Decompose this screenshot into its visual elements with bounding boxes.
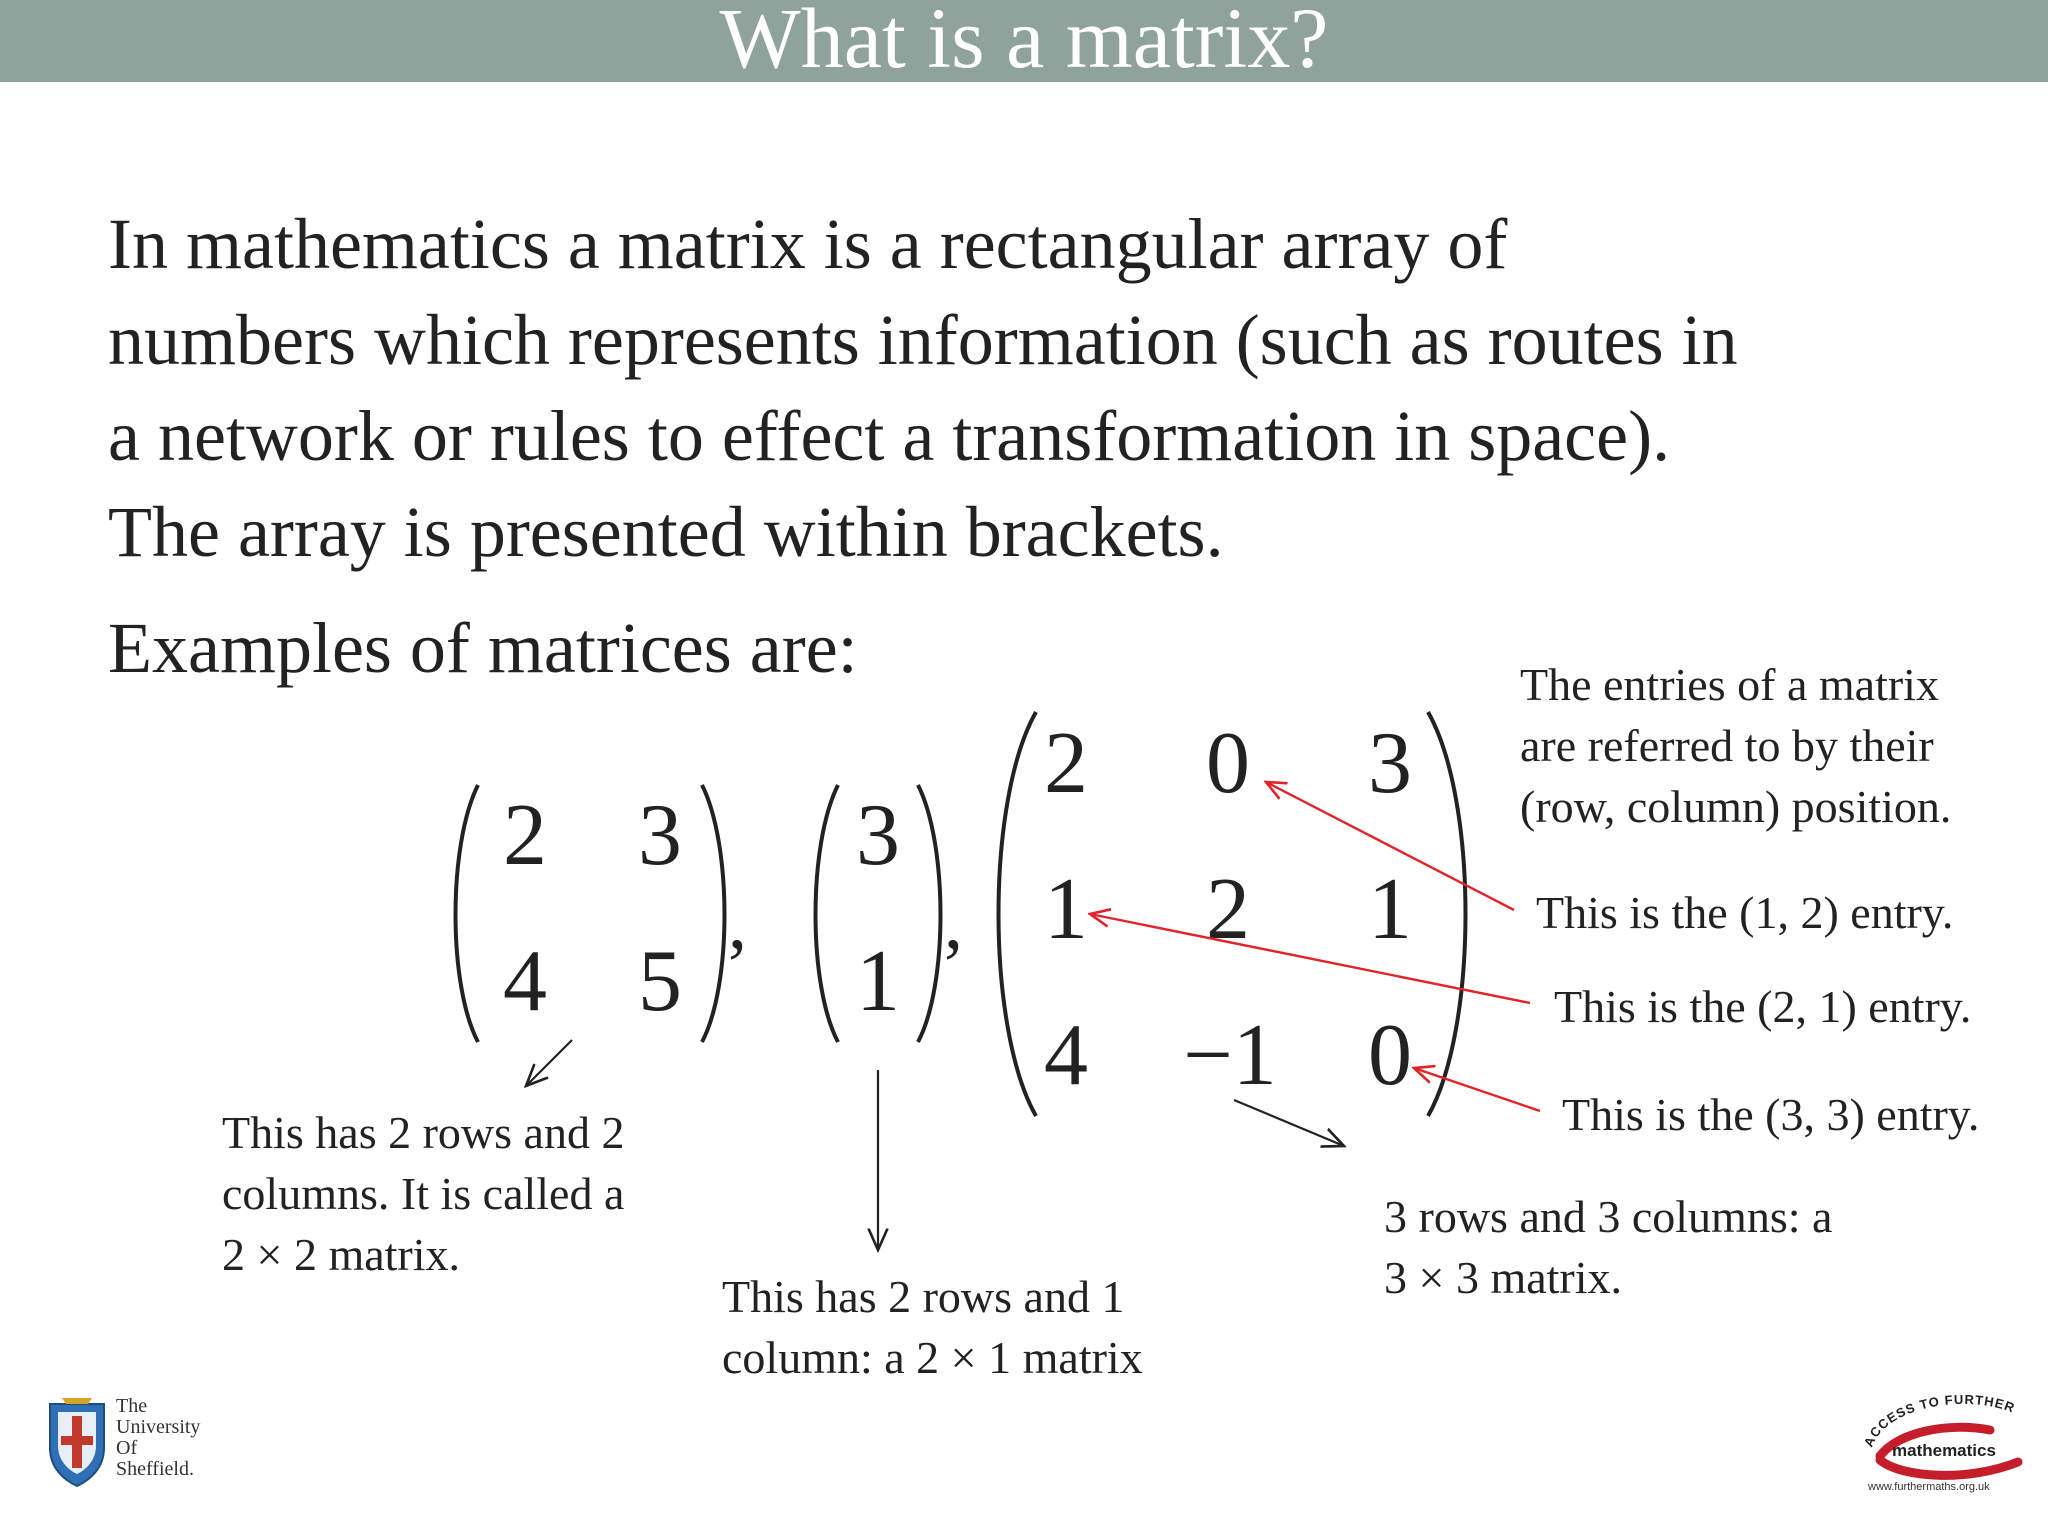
entry-1-2-note: This is the (1, 2) entry. [1536,887,1954,938]
matrix-b-entry: 3 [856,787,900,884]
further-maths-emblem [1858,1386,2044,1496]
intro-line: In mathematics a matrix is a rectangular array of [108,204,1508,284]
matrix-a-desc-line: This has 2 rows and 2 [222,1107,625,1158]
slide-title: What is a matrix? [719,0,1329,82]
matrix-c-left-bracket [999,712,1037,1116]
matrix-a-entry: 4 [503,933,547,1030]
intro-line: The array is presented within brackets. [108,492,1224,572]
matrix-c-entry: 1 [1368,861,1412,958]
matrix-c-entry: −1 [1183,1007,1277,1104]
university-of-sheffield-logo [44,1394,204,1494]
matrix-c-entry: 0 [1206,715,1250,812]
matrix-b-desc-line: This has 2 rows and 1 [722,1271,1125,1322]
logo-arc-text: ACCESS TO FURTHER [1860,1391,2018,1450]
matrix-separator: , [944,881,963,965]
entry-3-3-note: This is the (3, 3) entry. [1562,1089,1980,1140]
matrix-c-desc-line: 3 rows and 3 columns: a [1384,1191,1833,1242]
university-name-line: Of [116,1437,138,1459]
entries-intro-line: are referred to by their [1520,720,1934,771]
matrix-c-right-bracket [1428,712,1466,1116]
matrix-a-entry: 3 [638,787,682,884]
matrix-b-entry: 1 [856,933,900,1030]
matrix-a-entry: 2 [503,787,547,884]
arrow-matrix-a-desc [526,1040,572,1086]
arrow-matrix-c-desc [1234,1100,1344,1146]
matrix-c-entry: 2 [1044,715,1088,812]
matrix-b-left-bracket [816,785,839,1042]
intro-line: a network or rules to effect a transformation in space). [108,396,1671,476]
entries-intro-line: The entries of a matrix [1520,659,1939,710]
logo-url-text: www.furthermaths.org.uk [1868,1481,1990,1493]
intro-line: numbers which represents information (such as routes in [108,300,1738,380]
matrix-a-desc-line: columns. It is called a [222,1168,625,1219]
logo-mathematics-text: mathematics [1892,1441,1996,1460]
matrix-b-right-bracket [918,785,941,1042]
university-name-line: University [116,1416,201,1438]
matrix-a-right-bracket [702,785,725,1042]
matrix-a-left-bracket [456,785,479,1042]
matrix-a-description [222,1102,624,1285]
entries-intro-line: (row, column) position. [1520,781,1952,832]
matrix-c-entry: 2 [1206,861,1250,958]
entry-2-1-note: This is the (2, 1) entry. [1554,981,1972,1032]
matrix-c-description [1384,1186,1832,1308]
matrix-c-entry: 0 [1368,1007,1412,1104]
university-name [116,1396,200,1480]
matrix-b-desc-line: column: a 2 × 1 matrix [722,1332,1143,1383]
matrix-a-entry: 5 [638,933,682,1030]
matrix-c-entry: 1 [1044,861,1088,958]
matrix-c-entry: 4 [1044,1007,1088,1104]
matrix-b-description [722,1266,1143,1388]
university-name-line: The [116,1395,148,1417]
matrix-a-desc-line: 2 × 2 matrix. [222,1229,461,1280]
matrix-c-entry: 3 [1368,715,1412,812]
entries-intro-note [1520,654,1951,837]
matrix-separator: , [728,881,747,965]
shield-icon [44,1394,110,1488]
university-name-line: Sheffield. [116,1458,194,1480]
further-maths-logo [1858,1386,2044,1496]
matrix-c-desc-line: 3 × 3 matrix. [1384,1252,1623,1303]
examples-label: Examples of matrices are: [108,608,858,688]
